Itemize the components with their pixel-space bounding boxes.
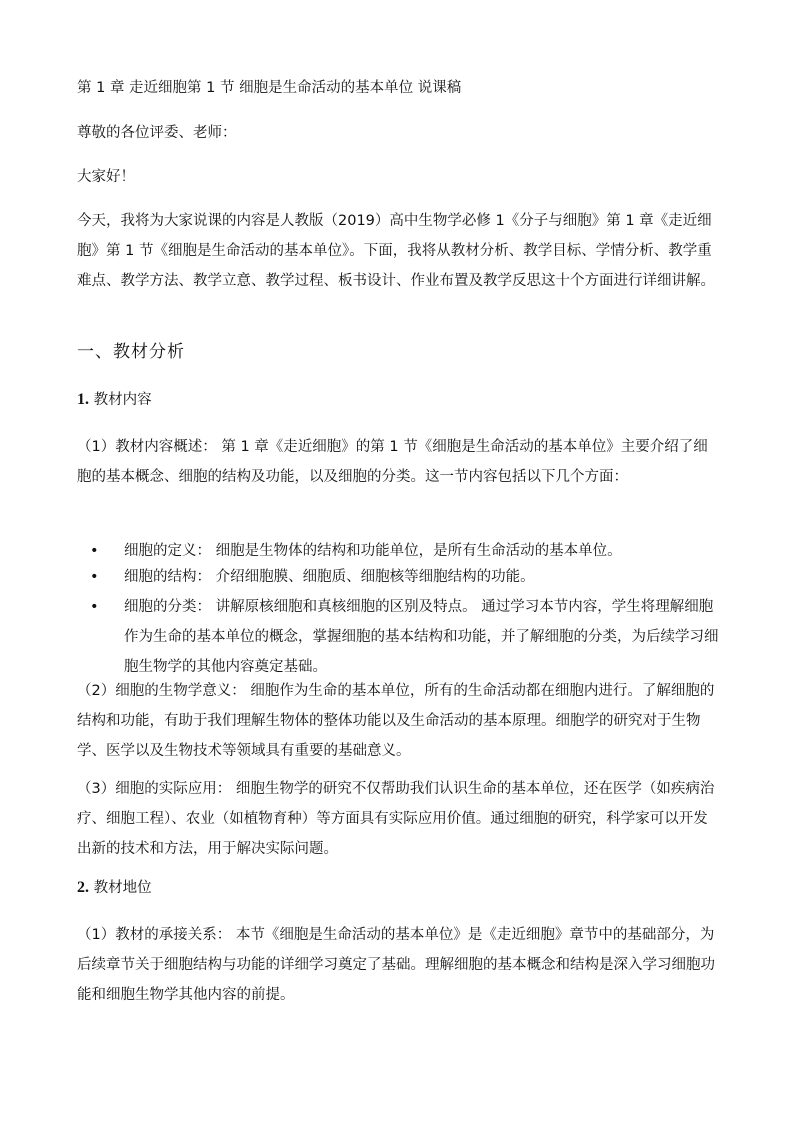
salutation: 尊敬的各位评委、老师： xyxy=(77,125,237,141)
intro-paragraph: 今天，我将为大家说课的内容是人教版（2019）高中生物学必修 1《分子与细胞》第 1 章《走近细胞》第 1 节《细胞是生命活动的基本单位》。下面，我将从教材分析、教学目标、学情分析、教学重难点、教学方法、教学立意、教学过程、板书设计、作业布置及教学反思这十个方面进行详细讲解。 xyxy=(77,213,715,289)
document-title: 第 1 章 走近细胞第 1 节 细胞是生命活动的基本单位 说课稿 xyxy=(77,80,462,96)
paragraph: （1）教材内容概述： 第 1 章《走近细胞》的第 1 节《细胞是生命活动的基本单位》主要介绍了细胞的基本概念、细胞的结构及功能，以及细胞的分类。这一节内容包括以下几个方面： xyxy=(77,439,708,485)
paragraph: （1）教材的承接关系： 本节《细胞是生命活动的基本单位》是《走近细胞》章节中的基础部分，为后续章节关于细胞结构与功能的详细学习奠定了基础。理解细胞的基本概念和结构是深入学习细胞功能和细胞生物学其他内容的前提。 xyxy=(77,927,715,1003)
bullet-icon: • xyxy=(90,599,99,615)
subsection-label: 教材内容 xyxy=(93,392,152,408)
greeting: 大家好！ xyxy=(77,169,135,185)
paragraph: （3）细胞的实际应用： 细胞生物学的研究不仅帮助我们认识生命的基本单位，还在医学（如疾病治疗、细胞工程）、农业（如植物育种）等方面具有实际应用价值。通过细胞的研究，科学家可以开发出新的技术和方法，用于解决实际问题。 xyxy=(77,781,715,857)
bullet-icon: • xyxy=(90,543,99,559)
subsection-label: 教材地位 xyxy=(93,880,152,896)
list-item: 细胞的定义： 细胞是生物体的结构和功能单位，是所有生命活动的基本单位。 xyxy=(124,543,622,559)
paragraph: （2）细胞的生物学意义： 细胞作为生命的基本单位，所有的生命活动都在细胞内进行。了解细胞的结构和功能，有助于我们理解生物体的整体功能以及生命活动的基本原理。细胞学的研究对于生物学、医学以及生物技术等领域具有重要的基础意义。 xyxy=(77,683,715,759)
bullet-icon: • xyxy=(90,569,99,585)
section-heading: 一、教材分析 xyxy=(77,342,185,362)
list-item: 细胞的结构： 介绍细胞膜、细胞质、细胞核等细胞结构的功能。 xyxy=(124,569,535,585)
subsection-heading xyxy=(77,879,152,897)
subsection-number: 2. xyxy=(77,879,89,896)
list-item: 细胞的分类： 讲解原核细胞和真核细胞的区别及特点。 通过学习本节内容，学生将理解细胞作为生命的基本单位的概念，掌握细胞的基本结构和功能，并了解细胞的分类，为后续学习细胞生物学的其他内容奠定基础。 xyxy=(124,599,719,675)
subsection-number: 1. xyxy=(77,391,89,408)
subsection-heading xyxy=(77,391,152,409)
